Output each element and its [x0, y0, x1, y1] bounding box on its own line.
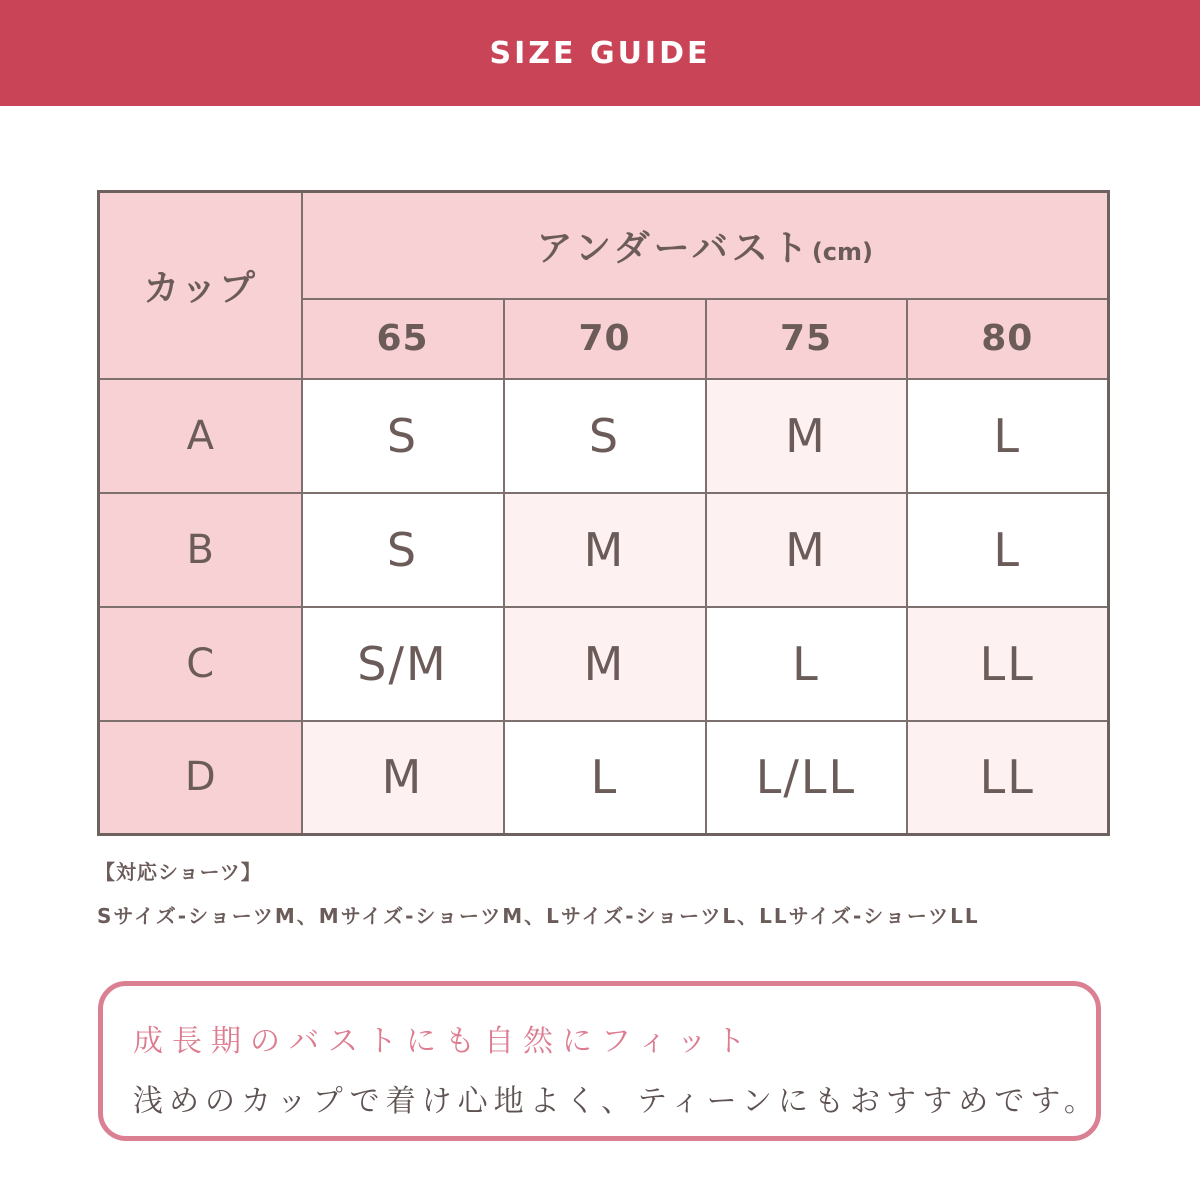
underbust-unit: (cm)	[811, 237, 873, 266]
size-cell: M	[302, 721, 504, 835]
size-cell: LL	[907, 607, 1109, 721]
feature-text: 浅めのカップで着け心地よく、ティーンにもおすすめです。	[133, 1084, 1100, 1119]
size-cell: L/LL	[706, 721, 907, 835]
header-banner	[0, 0, 1200, 106]
size-cell: M	[706, 493, 907, 607]
header-row-underbust	[99, 192, 1109, 299]
cup-label-d: D	[99, 721, 302, 835]
shorts-note-body: Sサイズ-ショーツM、Mサイズ-ショーツM、Lサイズ-ショーツL、LLサイズ-ショーツLL	[97, 904, 980, 928]
feature-callout	[98, 981, 1101, 1141]
size-cell: S	[302, 379, 504, 493]
band-header-75: 75	[706, 299, 907, 379]
cup-header: カップ	[99, 192, 302, 379]
size-cell: S/M	[302, 607, 504, 721]
size-cell: L	[706, 607, 907, 721]
banner-title: SIZE GUIDE	[489, 35, 711, 71]
size-cell: L	[907, 379, 1109, 493]
size-cell: S	[504, 379, 706, 493]
feature-heading: 成長期のバストにも自然にフィット	[133, 1024, 755, 1059]
underbust-header	[302, 192, 1109, 299]
band-header-80: 80	[907, 299, 1109, 379]
size-cell: S	[302, 493, 504, 607]
shorts-note-title: 【対応ショーツ】	[95, 860, 262, 884]
cup-label-b: B	[99, 493, 302, 607]
size-cell: M	[504, 607, 706, 721]
size-cell: L	[504, 721, 706, 835]
underbust-label: アンダーバスト	[536, 227, 812, 269]
size-cell: L	[907, 493, 1109, 607]
table-row-a	[99, 379, 1109, 493]
size-table	[97, 190, 1110, 836]
size-cell: LL	[907, 721, 1109, 835]
cup-label-a: A	[99, 379, 302, 493]
table-row-c	[99, 607, 1109, 721]
cup-label-c: C	[99, 607, 302, 721]
table-row-b	[99, 493, 1109, 607]
band-header-70: 70	[504, 299, 706, 379]
size-cell: M	[504, 493, 706, 607]
table-row-d	[99, 721, 1109, 835]
size-cell: M	[706, 379, 907, 493]
band-header-65: 65	[302, 299, 504, 379]
